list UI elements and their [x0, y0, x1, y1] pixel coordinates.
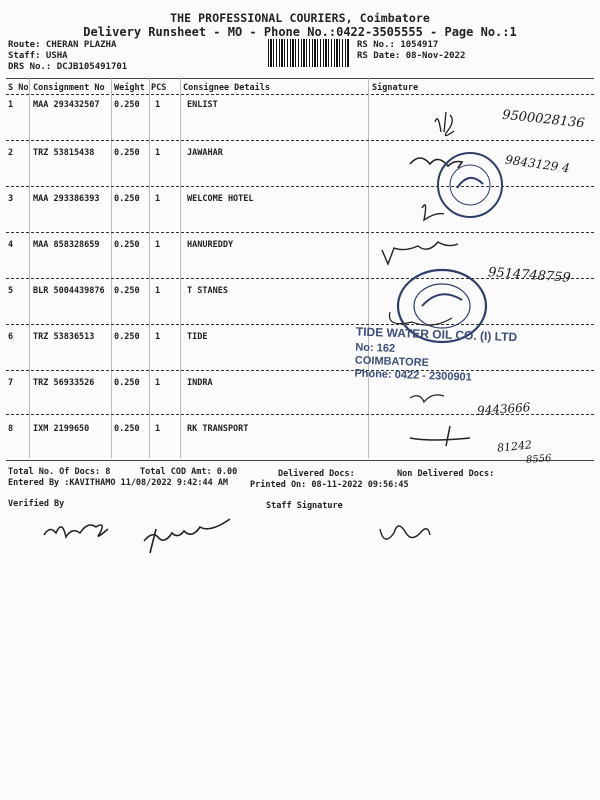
column-divider	[180, 78, 181, 458]
row-consignee: INDRA	[187, 378, 213, 388]
row-pcs: 1	[155, 424, 161, 434]
row-pcs: 1	[155, 240, 161, 250]
col-consignee: Consignee Details	[183, 83, 270, 93]
row-consignee: JAWAHAR	[187, 148, 223, 158]
handwritten-phone: 9843129 4	[504, 152, 571, 176]
handwritten-phone: 9443666	[476, 400, 531, 418]
non-delivered-docs: Non Delivered Docs:	[397, 469, 495, 479]
row-consignee: TIDE	[187, 332, 208, 342]
row-weight: 0.250	[114, 424, 140, 434]
printed-on: Printed On: 08-11-2022 09:56:45	[250, 480, 409, 490]
header-rule	[6, 94, 594, 95]
handwritten-phone: 8556	[525, 453, 552, 466]
row-rule	[6, 324, 594, 325]
security-stamp	[435, 150, 505, 220]
total-docs: Total No. Of Docs: 8	[8, 467, 111, 477]
row-rule	[6, 232, 594, 233]
stamp-line: Phone: 0422 - 2300901	[354, 367, 472, 384]
barcode	[268, 39, 350, 67]
row-consignment: TRZ 53815438	[33, 148, 95, 158]
footer-signatures	[40, 505, 480, 565]
row-weight: 0.250	[114, 194, 140, 204]
stamp-line: TIDE WATER OIL CO. (I) LTD	[355, 324, 518, 345]
row-consignment: TRZ 56933526	[33, 378, 95, 388]
runsheet-subtitle: Delivery Runsheet - MO - Phone No.:0422-3505555 - Page No.:1	[83, 25, 517, 39]
handwritten-phone: 9500028136	[501, 107, 586, 132]
row-pcs: 1	[155, 286, 161, 296]
row-consignee: HANUREDDY	[187, 240, 234, 250]
rs-number: RS No.: 1054917	[357, 40, 439, 50]
route-label: Route: CHERAN PLAZHA	[8, 40, 117, 50]
row-weight: 0.250	[114, 100, 140, 110]
row-consignment: TRZ 53836513	[33, 332, 95, 342]
column-divider	[149, 78, 150, 458]
row-consignee: ENLIST	[187, 100, 218, 110]
row-weight: 0.250	[114, 240, 140, 250]
row-sno: 7	[8, 378, 14, 388]
handwritten-phone: 9514748759	[487, 265, 572, 286]
table-top-rule	[6, 78, 594, 79]
row-sno: 2	[8, 148, 14, 158]
verified-by-label: Verified By	[8, 499, 65, 509]
col-consignment: Consignment No	[33, 83, 105, 93]
row-consignment: BLR 5004439876	[33, 286, 105, 296]
company-stamp	[354, 325, 556, 394]
row-consignment: MAA 858328659	[33, 240, 100, 250]
row-consignment: MAA 293386393	[33, 194, 100, 204]
row-sno: 1	[8, 100, 14, 110]
row-pcs: 1	[155, 378, 161, 388]
row-sno: 5	[8, 286, 14, 296]
staff-label: Staff: USHA	[8, 51, 68, 61]
stamp-line: COIMBATORE	[354, 354, 430, 370]
row-pcs: 1	[155, 332, 161, 342]
row-consignment: IXM 2199650	[33, 424, 90, 434]
delivered-docs: Delivered Docs:	[278, 469, 355, 479]
row-sno: 4	[8, 240, 14, 250]
row-sno: 3	[8, 194, 14, 204]
row-pcs: 1	[155, 148, 161, 158]
row-weight: 0.250	[114, 286, 140, 296]
drs-number: DRS No.: DCJB105491701	[8, 62, 128, 72]
row-consignee: WELCOME HOTEL	[187, 194, 254, 204]
row-rule	[6, 186, 594, 187]
row-weight: 0.250	[114, 332, 140, 342]
col-sno: S No	[8, 83, 29, 93]
row-consignee: T STANES	[187, 286, 228, 296]
table-bottom-rule	[6, 460, 594, 461]
entered-by: Entered By :KAVITHAMO 11/08/2022 9:42:44 AM	[8, 478, 229, 488]
row-rule	[6, 140, 594, 141]
row-consignment: MAA 293432507	[33, 100, 100, 110]
handwritten-phone: 81242	[496, 438, 533, 455]
row-pcs: 1	[155, 100, 161, 110]
row-weight: 0.250	[114, 148, 140, 158]
column-divider	[29, 78, 30, 458]
row-pcs: 1	[155, 194, 161, 204]
column-divider	[111, 78, 112, 458]
rs-date: RS Date: 08-Nov-2022	[357, 51, 466, 61]
total-cod: Total COD Amt: 0.00	[140, 467, 238, 477]
col-signature: Signature	[372, 83, 419, 93]
row-sno: 6	[8, 332, 14, 342]
stamp-line: No: 162	[355, 341, 396, 355]
col-weight: Weight	[114, 83, 145, 93]
company-title: THE PROFESSIONAL COURIERS, Coimbatore	[170, 11, 430, 25]
column-divider	[368, 78, 369, 458]
staff-signature-label: Staff Signature	[266, 501, 343, 511]
row-sno: 8	[8, 424, 14, 434]
row-weight: 0.250	[114, 378, 140, 388]
col-pcs: PCS	[151, 83, 167, 93]
row-consignee: RK TRANSPORT	[187, 424, 249, 434]
